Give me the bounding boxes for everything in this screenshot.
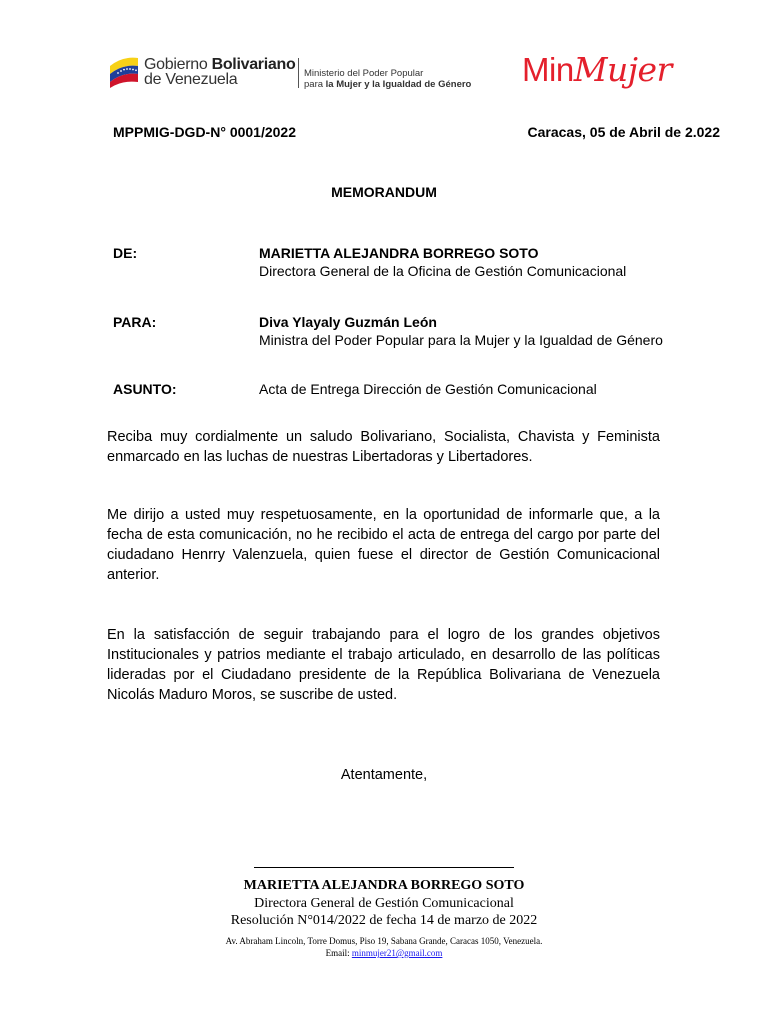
signer-resolution: Resolución N°014/2022 de fecha 14 de marzo de 2022 — [230, 913, 538, 928]
gov-line1-text: Gobierno — [144, 56, 212, 73]
ministry-line1: Ministerio del Poder Popular — [304, 68, 424, 79]
minmujer-logo — [522, 50, 672, 89]
body-paragraph-1: Reciba muy cordialmente un saludo Bolivariano, Socialista, Chavista y Feminista enmarcado en las luchas de nuestras Libertadoras y Libertadores. — [107, 429, 660, 465]
footer-email-line — [0, 948, 768, 958]
brand-mujer: Mujer — [573, 50, 672, 89]
logo-divider — [298, 58, 299, 88]
to-block — [259, 313, 663, 349]
signer-role: Directora General de Gestión Comunicacional — [254, 896, 514, 911]
gov-line1-bold: Bolivariano — [211, 56, 296, 73]
body-paragraph-3: En la satisfacción de seguir trabajando para el logro de los grandes objetivos Institucionales y patrios mediante el trabajo articulado, en desarrollo de las políticas lideradas por el Ciudadano presidente de la República Bolivariana de Venezuela Nicolás Maduro Moros, se suscribe de usted. — [107, 627, 660, 703]
brand-min: Min — [522, 51, 574, 88]
from-title: Directora General de la Oficina de Gestión Comunicacional — [259, 263, 627, 279]
gov-line2-text: de Venezuela — [144, 71, 238, 88]
subject-text: Acta de Entrega Dirección de Gestión Comunicacional — [259, 381, 597, 397]
from-name: MARIETTA ALEJANDRA BORREGO SOTO — [259, 245, 539, 261]
subject-label: ASUNTO: — [113, 381, 177, 397]
email-label: Email: — [325, 948, 352, 958]
ministry-line2-bold: la Mujer y la Igualdad de Género — [325, 79, 472, 90]
signer-name: MARIETTA ALEJANDRA BORREGO SOTO — [243, 878, 525, 893]
venezuela-flag-icon — [108, 54, 140, 88]
government-logo — [108, 52, 488, 92]
ministry-name — [304, 68, 471, 90]
place-date: Caracas, 05 de Abril de 2.022 — [527, 124, 720, 140]
to-label: PARA: — [113, 314, 157, 330]
closing: Atentamente, — [340, 767, 428, 783]
to-name: Diva Ylayaly Guzmán León — [259, 314, 437, 330]
signature-line — [254, 867, 514, 869]
government-name — [144, 57, 295, 87]
body-paragraph-2: Me dirijo a usted muy respetuosamente, en la oportunidad de informarle que, a la fecha de esta comunicación, no he recibido el acta de entrega del cargo por parte del ciudadano Henrry Valenzuela, quien fuese el director de Gestión Comunicacional anterior. — [107, 507, 660, 583]
memo-title: MEMORANDUM — [331, 184, 437, 200]
ministry-line2-prefix: para — [304, 79, 326, 90]
from-block — [259, 244, 626, 280]
email-link[interactable]: minmujer21@gmail.com — [351, 948, 443, 958]
footer-address: Av. Abraham Lincoln, Torre Domus, Piso 19, Sabana Grande, Caracas 1050, Venezuela. — [225, 936, 543, 946]
to-title: Ministra del Poder Popular para la Mujer y la Igualdad de Género — [259, 332, 663, 348]
memo-reference: MPPMIG-DGD-N° 0001/2022 — [113, 124, 296, 140]
from-label: DE: — [113, 245, 138, 261]
